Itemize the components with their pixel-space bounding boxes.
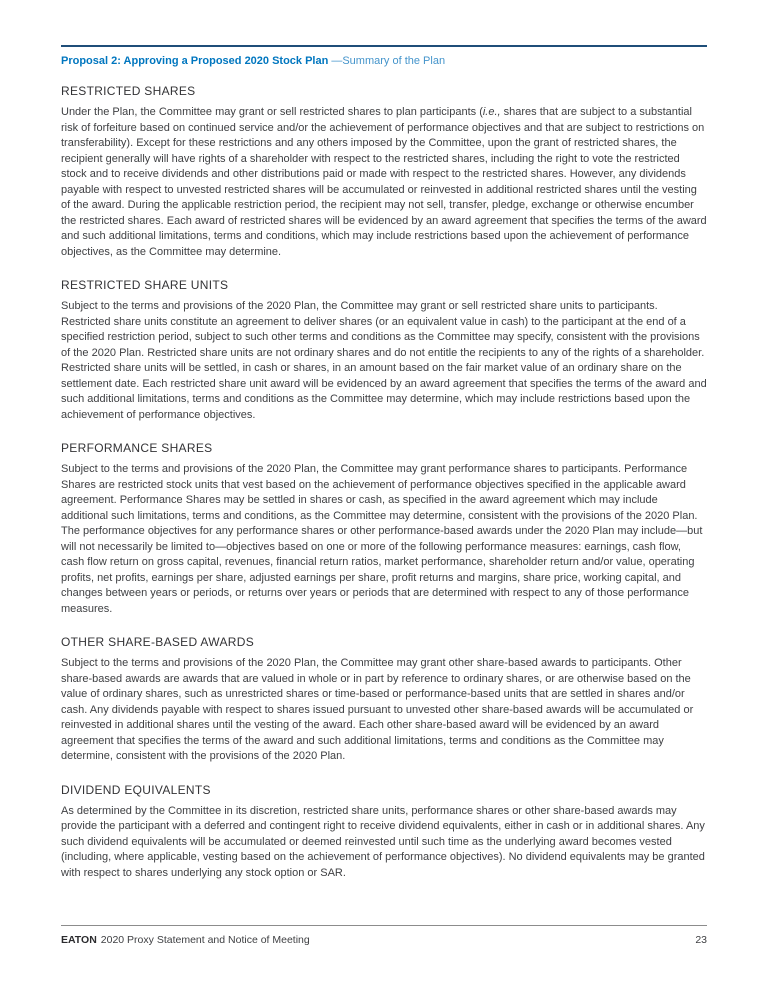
document-section [61, 84, 707, 260]
footer-brand: EATON [61, 934, 97, 946]
section-heading: PERFORMANCE SHARES [61, 441, 213, 455]
page-title: Proposal 2: Approving a Proposed 2020 Stock Plan [61, 55, 329, 67]
document-header [61, 54, 707, 68]
document-section [61, 635, 707, 765]
section-paragraph: As determined by the Committee in its discretion, restricted share units, performance shares or other share-based awards may provide the participant with a deferred and contingent right to receive dividend equivalents, either in cash or in additional shares. Any such dividend equivalents will be accumulated or deemed reinvested until such time as the underlying award becomes vested (including, where applicable, vesting based on the achievement of performance objectives). No dividend equivalents may be granted with respect to shares underlying any stock option or SAR. [61, 804, 705, 879]
footer-page-number: 23 [695, 934, 707, 946]
section-heading: RESTRICTED SHARE UNITS [61, 278, 229, 292]
document-section [61, 441, 707, 617]
document-section [61, 783, 707, 882]
section-paragraph: Subject to the terms and provisions of the 2020 Plan, the Committee may grant other share-based awards to participants. Other share-based awards are awards that are valued in whole or in part by reference to ordinary shares, or are otherwise based on the value of ordinary shares, such as unrestricted shares or time-based or performance-based units that are settled in shares and/or cash. Any dividends payable with respect to shares issued pursuant to unvested other share-based awards will be accumulated or reinvested in additional shares until the vesting of the award. Each other share-based award will be evidenced by an award agreement that specifies the terms of the award and such additional limitations, terms and conditions as the Committee may determine, consistent with the provisions of the 2020 Plan. [61, 657, 694, 762]
section-paragraph: Under the Plan, the Committee may grant or sell restricted shares to plan participants (i.e., shares that are subject to a substantial risk of forfeiture based on continued service and/or the achievement of performance objectives and that are subject to restrictions on transferability). Except for these restrictions and any others imposed by the Committee, upon the grant of restricted shares, the recipient generally will have rights of a shareholder with respect to the restricted shares, including the right to vote the restricted stock and to receive dividends and other distributions paid or made with respect to the restricted shares. However, any dividends payable with respect to unvested restricted shares will be accumulated or reinvested in additional restricted shares until the vesting of the award. During the applicable restriction period, the recipient may not sell, transfer, pledge, exchange or otherwise encumber the restricted shares. Each award of restricted shares will be evidenced by an award agreement that specifies the terms of the award and such additional limitations, terms and conditions, which may include restrictions based upon the achievement of performance objectives, as the Committee may determine. [61, 106, 707, 258]
document-section [61, 278, 707, 423]
document-footer [61, 934, 707, 947]
section-list [61, 84, 707, 899]
footer-rule-divider [61, 925, 707, 926]
section-heading: DIVIDEND EQUIVALENTS [61, 782, 211, 797]
footer-document-title: 2020 Proxy Statement and Notice of Meeting [100, 934, 310, 946]
section-heading: RESTRICTED SHARES [61, 84, 196, 98]
section-paragraph: Subject to the terms and provisions of the 2020 Plan, the Committee may grant or sell restricted share units to participants. Restricted share units constitute an agreement to deliver shares (or an equivalent value in cash) to the participant at the end of a specified restriction period, subject to such other terms and conditions as the Committee may specify, consistent with the provisions of the 2020 Plan. Restricted share units are not ordinary shares and do not entitle the recipients to any of the rights of a shareholder. Restricted share units will be settled, in cash or shares, in an amount based on the fair market value of an ordinary share on the settlement date. Each restricted share unit award will be evidenced by an award agreement that specifies the terms of the award and such additional limitations, terms and conditions as the Committee may determine, which may include restrictions based upon the achievement of performance objectives. [61, 300, 707, 421]
header-rule-divider [61, 45, 707, 47]
footer-text [61, 934, 310, 947]
page-subtitle: —Summary of the Plan [331, 55, 446, 67]
section-paragraph: Subject to the terms and provisions of the 2020 Plan, the Committee may grant performance shares to participants. Performance Shares are restricted stock units that vest based on the achievement of performance objectives specified in the applicable award agreement. Performance Shares may be settled in shares or cash, as specified in the award agreement which may include additional such limitations, terms and conditions, as the Committee may determine, consistent with the provisions of the 2020 Plan. The performance objectives for any performance shares or other performance-based awards under the 2020 Plan may include—but will not necessarily be limited to—objectives based on one or more of the following performance measures: earnings, cash flow, cash flow return on gross capital, revenues, financial return ratios, market performance, shareholder return and/or value, operating profits, net profits, earnings per share, adjusted earnings per share, profit returns and margins, share price, working capital, and changes between years or periods, or returns over years or periods that are determined with respect to any of those performance measures. [61, 463, 703, 615]
section-heading: OTHER SHARE-BASED AWARDS [61, 635, 255, 649]
